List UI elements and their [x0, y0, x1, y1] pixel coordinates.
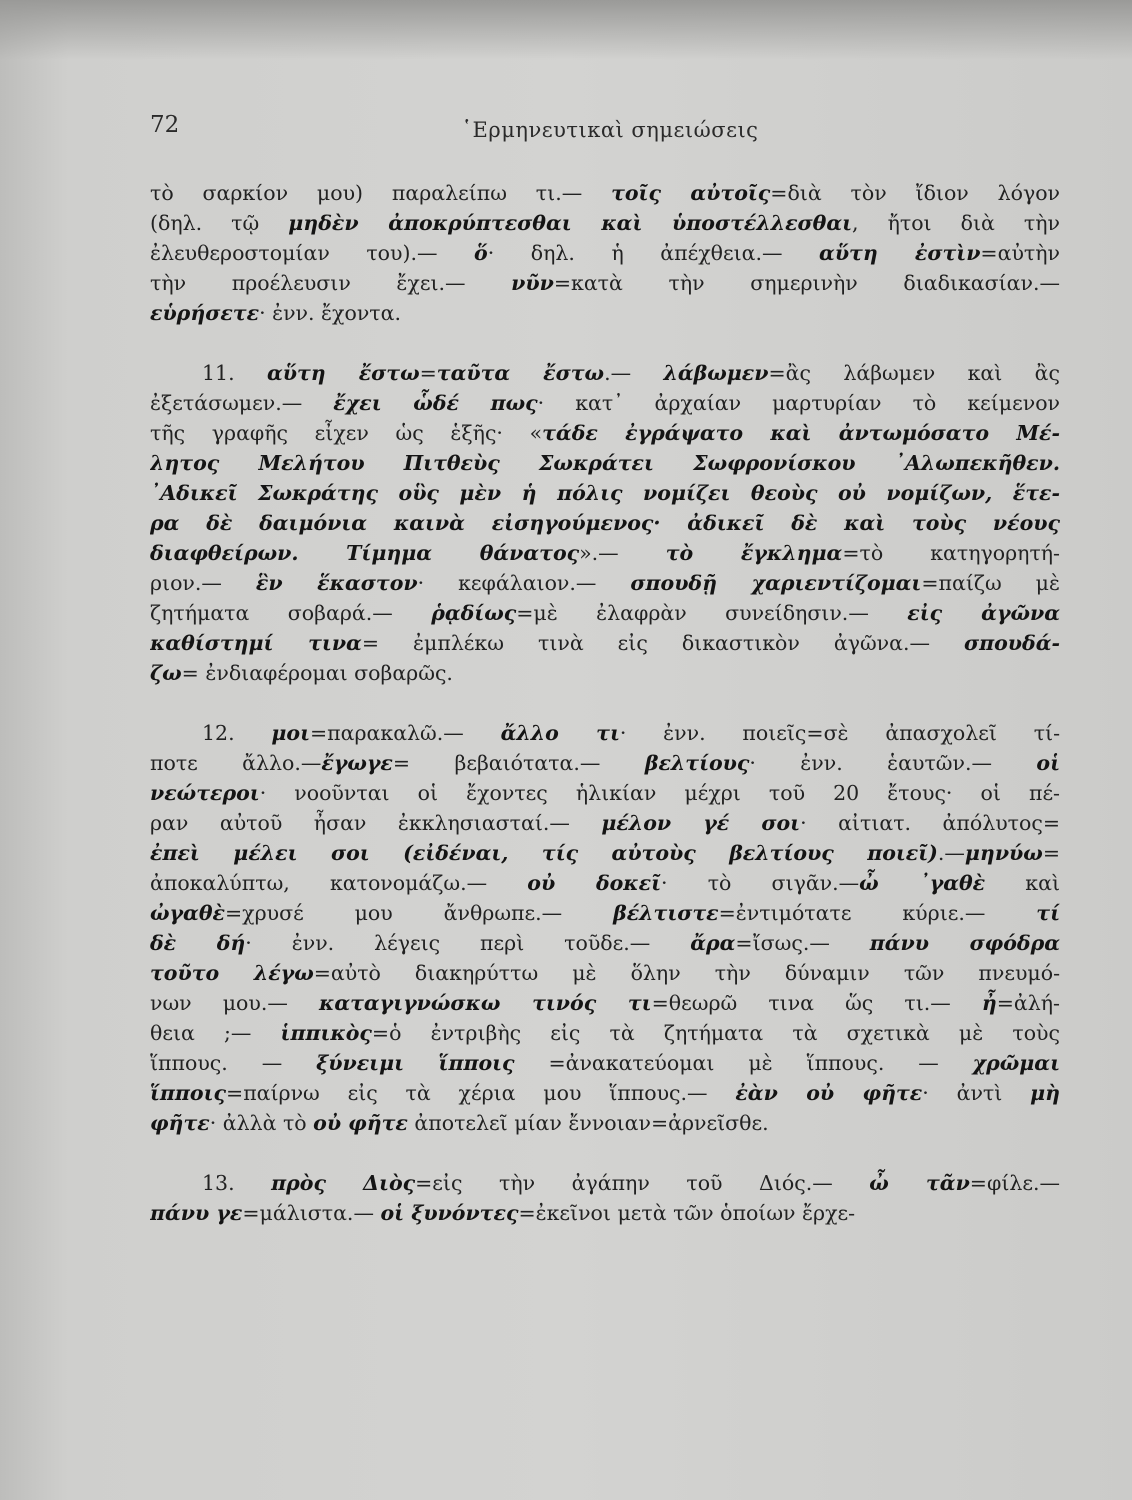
page-number: 72 [150, 112, 180, 138]
lemma-term: μοι [271, 721, 310, 745]
gloss-text: · ἐνν. ποιεῖς=σὲ ἀπασχολεῖ τί- [619, 721, 1060, 745]
gloss-text: =ὁ ἐντριβὴς εἰς τὰ ζητήματα τὰ σχετικὰ μὲ τοὺς [371, 1021, 1060, 1045]
lemma-term: βελτίους [644, 751, 750, 775]
gloss-text: καὶ [985, 871, 1060, 895]
lemma-term: μηνύω [964, 841, 1043, 865]
gloss-text: ἵππους. — [150, 1051, 317, 1075]
gloss-text: =παρακαλῶ.— [310, 721, 501, 745]
gloss-text: · κατ᾽ ἀρχαίαν μαρτυρίαν τὸ κείμενον [537, 391, 1060, 415]
lemma-term: δὲ δή [150, 931, 246, 955]
text-line [150, 898, 1060, 928]
text-line [150, 238, 1060, 268]
gloss-text: · κεφάλαιον.— [417, 571, 631, 595]
lemma-term: πάνυ γε [150, 1201, 243, 1225]
text-line [150, 208, 1060, 238]
lemma-term: ἵπποις [150, 1081, 227, 1105]
lemma-term: εἰς ἀγῶνα [907, 601, 1060, 625]
gloss-text: =αὐτὴν [980, 241, 1060, 265]
gloss-text: =τὸ κατηγορητή- [842, 541, 1060, 565]
text-line [150, 358, 1060, 388]
text-line [150, 478, 1060, 508]
lemma-term: αὕτη ἔστω [267, 361, 420, 385]
text-line [150, 838, 1060, 868]
lemma-term: καταγιγνώσκω τινός τι [318, 991, 652, 1015]
lemma-term: ἄρα [690, 931, 736, 955]
gloss-text: ἐλευθεροστομίαν του).— [150, 241, 475, 265]
page-body [150, 178, 1060, 1228]
gloss-text: =ἂς λάβωμεν καὶ ἂς [768, 361, 1060, 385]
gloss-text: τὸ σαρκίον μου) παραλείπω τι.— [150, 181, 612, 205]
lemma-term: μηδὲν ἀποκρύπτεσθαι καὶ ὑποστέλλεσθαι [288, 211, 853, 235]
gloss-text: νων μου.— [150, 991, 319, 1015]
lemma-term: ἄλλο τι [500, 721, 620, 745]
gloss-text: =μὲ ἐλαφρὰν συνείδησιν.— [516, 601, 908, 625]
gloss-text: (δηλ. τῷ [150, 211, 289, 235]
lemma-term: αὕτη ἐστὶν [819, 241, 981, 265]
gloss-text: = [419, 361, 437, 385]
gloss-text: ποτε ἄλλο.— [150, 751, 322, 775]
gloss-text: =παίρνω εἰς τὰ χέρια μου ἵππους.— [226, 1081, 736, 1105]
paragraph-p11 [150, 358, 1060, 688]
gloss-text: =χρυσέ μου ἄνθρωπε.— [224, 901, 614, 925]
text-line [150, 598, 1060, 628]
lemma-term: σπουδά- [964, 631, 1060, 655]
gloss-text: · ἐνν. λέγεις περὶ τοῦδε.— [245, 931, 691, 955]
text-line [150, 778, 1060, 808]
text-line [150, 268, 1060, 298]
gloss-text: ραν αὐτοῦ ἦσαν ἐκκλησιασταί.— [150, 811, 602, 835]
paragraph-gap [150, 688, 1060, 718]
text-line [150, 988, 1060, 1018]
text-line [150, 508, 1060, 538]
gloss-text: 13. [202, 1171, 272, 1195]
lemma-term: μέλον γέ σοι [601, 811, 801, 835]
gloss-text: =εἰς τὴν ἀγάπην τοῦ Διός.— [415, 1171, 870, 1195]
text-line [150, 1048, 1060, 1078]
paragraph-p0 [150, 178, 1060, 328]
text-line [150, 628, 1060, 658]
text-line [150, 658, 1060, 688]
paragraph-p13 [150, 1168, 1060, 1228]
gloss-text: = ἐνδιαφέρομαι σοβαρῶς. [181, 661, 453, 685]
gloss-text: =ἀλή- [996, 991, 1060, 1015]
gloss-text: =μάλιστα.— [242, 1201, 381, 1225]
gloss-text: · ἐνν. ἔχοντα. [259, 301, 401, 325]
lemma-term: ὠγαθὲ [150, 901, 225, 925]
lemma-term: ἐὰν οὐ φῆτε [735, 1081, 923, 1105]
gloss-text: τὴν προέλευσιν ἔχει.— [150, 271, 512, 295]
lemma-term: ὦ ᾽γαθὲ [859, 871, 986, 895]
text-line [150, 538, 1060, 568]
gloss-text: ».— [579, 541, 666, 565]
lemma-term: λάβωμεν [663, 361, 769, 385]
text-line [150, 868, 1060, 898]
gloss-text: =φίλε.— [969, 1171, 1060, 1195]
lemma-term: διαφθείρων. Τίμημα θάνατος [150, 541, 580, 565]
gloss-text: · νοοῦνται οἱ ἔχοντες ἡλικίαν μέχρι τοῦ 20 ἔτους· οἱ πέ- [259, 781, 1060, 805]
lemma-term: τάδε ἐγράψατο καὶ ἀντωμόσατο Μέ- [542, 421, 1060, 445]
lemma-term: ῥᾳδίως [431, 601, 517, 625]
gloss-text: · ἐνν. ἑαυτῶν.— [749, 751, 1037, 775]
lemma-term: νεώτεροι [150, 781, 260, 805]
text-line [150, 448, 1060, 478]
text-line [150, 1078, 1060, 1108]
lemma-term: πρὸς Διὸς [271, 1171, 416, 1195]
text-line [150, 1108, 1060, 1138]
gloss-text: =ἐντιμότατε κύριε.— [718, 901, 1037, 925]
lemma-term: ξύνειμι ἵπποις [316, 1051, 515, 1075]
text-line [150, 808, 1060, 838]
paragraph-gap [150, 328, 1060, 358]
paragraph-p12 [150, 718, 1060, 1138]
gloss-text: · ἀλλὰ τὸ [209, 1111, 314, 1135]
lemma-term: καθίστημί τινα [150, 631, 362, 655]
lemma-term: ταῦτα ἔστω [436, 361, 605, 385]
gloss-text: .— [604, 361, 664, 385]
text-line [150, 928, 1060, 958]
lemma-term: τοῖς αὐτοῖς [611, 181, 771, 205]
lemma-term: ᾽Αδικεῖ Σωκράτης οὓς μὲν ἡ πόλις νομίζει θεοὺς οὐ νομίζων, ἕτε- [150, 481, 1060, 505]
gloss-text: =θεωρῶ τινα ὥς τι.— [651, 991, 982, 1015]
gloss-text: =παίζω μὲ [921, 571, 1060, 595]
gloss-text: =ἐκεῖνοι μετὰ τῶν ὁποίων ἔρχε- [518, 1201, 856, 1225]
lemma-term: οὐ φῆτε [313, 1111, 408, 1135]
gloss-text: , ἤτοι διὰ τὴν [852, 211, 1060, 235]
gloss-text: 12. [202, 721, 272, 745]
gloss-text: =ἀνακατεύομαι μὲ ἵππους. — [514, 1051, 973, 1075]
lemma-term: ἔγωγε [321, 751, 393, 775]
lemma-term: ὦ τᾶν [869, 1171, 970, 1195]
text-line [150, 298, 1060, 328]
gloss-text: =κατὰ τὴν σημερινὴν διαδικασίαν.— [553, 271, 1060, 295]
text-line [150, 388, 1060, 418]
gloss-text: ἀποκαλύπτω, κατονομάζω.— [150, 871, 528, 895]
lemma-term: εὑρήσετε [150, 301, 260, 325]
lemma-term: ζω [150, 661, 182, 685]
text-line [150, 1168, 1060, 1198]
text-line [150, 418, 1060, 448]
text-line [150, 748, 1060, 778]
gloss-text: 11. [202, 361, 267, 385]
lemma-term: φῆτε [150, 1111, 210, 1135]
gloss-text: = βεβαιότατα.— [392, 751, 645, 775]
gloss-text: .— [937, 841, 965, 865]
lemma-term: πάνυ σφόδρα [869, 931, 1060, 955]
page-shadow [0, 0, 1132, 60]
text-line [150, 718, 1060, 748]
text-line [150, 568, 1060, 598]
gloss-text: ἐξετάσωμεν.— [150, 391, 334, 415]
gloss-text: ἀποτελεῖ μίαν ἔννοιαν=ἀρνεῖσθε. [407, 1111, 769, 1135]
lemma-term: λητος Μελήτου Πιτθεὺς Σωκράτει Σωφρονίσκου ᾽Αλωπεκῆθεν. [150, 451, 1060, 475]
gloss-text: =διὰ τὸν ἴδιον λόγον [770, 181, 1060, 205]
lemma-term: χρῶμαι [972, 1051, 1060, 1075]
gloss-text: = [1042, 841, 1060, 865]
gloss-text: ριον.— [150, 571, 256, 595]
lemma-term: οἱ ξυνόντες [380, 1201, 519, 1225]
gloss-text: · αἰτιατ. ἀπόλυτος= [800, 811, 1060, 835]
gloss-text: · ἀντὶ [922, 1081, 1031, 1105]
lemma-term: τὸ ἔγκλημα [665, 541, 843, 565]
lemma-term: νῦν [511, 271, 554, 295]
lemma-term: ἐπεὶ μέλει σοι (εἰδέναι, τίς αὐτοὺς βελτίους ποιεῖ) [150, 841, 938, 865]
text-line [150, 958, 1060, 988]
gloss-text: =αὐτὸ διακηρύττω μὲ ὅλην τὴν δύναμιν τῶν πνευμό- [313, 961, 1060, 985]
lemma-term: ὅ [474, 241, 488, 265]
lemma-term: ἔχει ὧδέ πως [333, 391, 538, 415]
gloss-text: · δηλ. ἡ ἀπέχθεια.— [487, 241, 820, 265]
lemma-term: τοῦτο λέγω [150, 961, 314, 985]
paragraph-gap [150, 1138, 1060, 1168]
page-header [150, 112, 1070, 152]
lemma-term: σπουδῇ χαριεντίζομαι [630, 571, 922, 595]
lemma-term: οὐ δοκεῖ [527, 871, 662, 895]
gloss-text: ζητήματα σοβαρά.— [150, 601, 432, 625]
text-line [150, 1018, 1060, 1048]
lemma-term: ἦ [981, 991, 997, 1015]
gloss-text: θεια ;— [150, 1021, 281, 1045]
lemma-term: οἱ [1036, 751, 1060, 775]
gloss-text: · τὸ σιγᾶν.— [661, 871, 860, 895]
lemma-term: ἱππικὸς [280, 1021, 372, 1045]
lemma-term: μὴ [1030, 1081, 1060, 1105]
gloss-text: = ἐμπλέκω τινὰ εἰς δικαστικὸν ἀγῶνα.— [361, 631, 965, 655]
lemma-term: ἓν ἕκαστον [255, 571, 418, 595]
lemma-term: βέλτιστε [613, 901, 719, 925]
gloss-text: =ἴσως.— [735, 931, 870, 955]
gloss-text: τῆς γραφῆς εἶχεν ὡς ἑξῆς· « [150, 421, 543, 445]
lemma-term: τί [1036, 901, 1060, 925]
lemma-term: ρα δὲ δαιμόνια καινὰ εἰσηγούμενος· ἀδικεῖ δὲ καὶ τοὺς νέους [150, 511, 1060, 535]
text-line [150, 1198, 1060, 1228]
running-head: ῾Ερμηνευτικαὶ σημειώσεις [461, 118, 759, 142]
text-line [150, 178, 1060, 208]
